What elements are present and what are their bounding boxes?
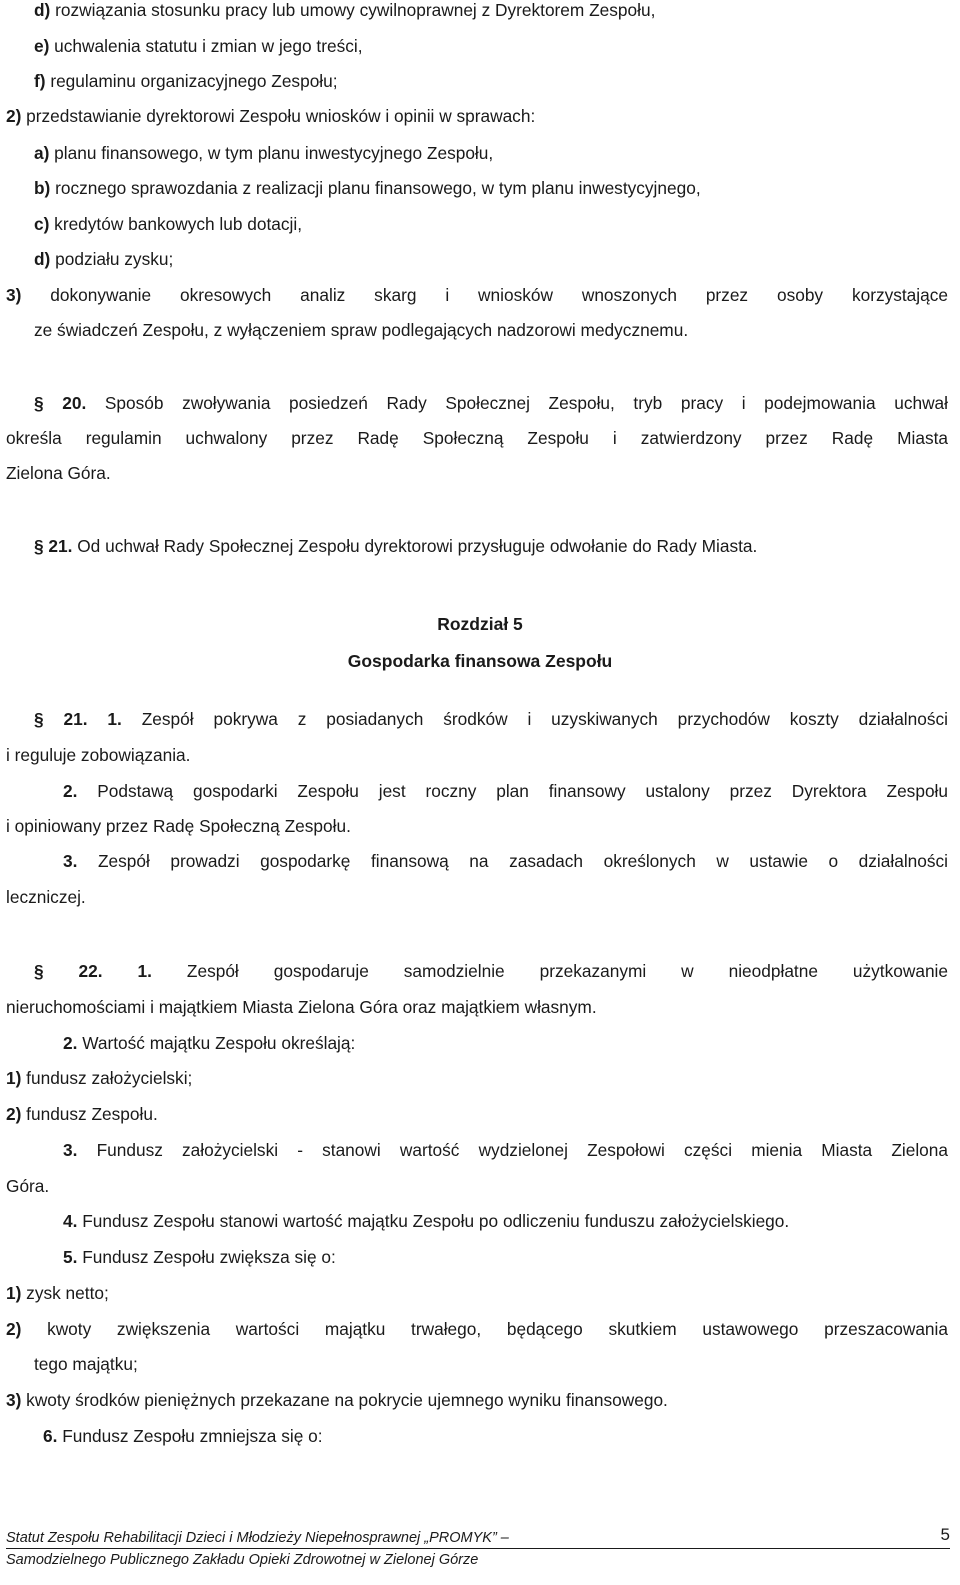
paragraph-line <box>34 536 948 556</box>
item-text: Fundusz Zespołu stanowi wartość majątku Zespołu po odliczeniu funduszu założycielskiego. <box>77 1211 790 1231</box>
item-label: 6. <box>43 1426 58 1446</box>
chapter-title: Rozdział 5 <box>437 614 523 634</box>
paragraph-line <box>34 961 948 981</box>
item-text: fundusz Zespołu. <box>21 1104 158 1124</box>
section-text: Zespół pokrywa z posiadanych środków i uzyskiwanych przychodów koszty działalności <box>121 709 948 729</box>
item-text: uchwalenia statutu i zmian w jego treści, <box>49 36 363 56</box>
list-item <box>6 1390 948 1410</box>
item-label: 3) <box>6 1390 22 1410</box>
item-label: e) <box>34 36 50 56</box>
section-text: Zespół gospodaruje samodzielnie przekazanymi w nieodpłatne użytkowanie <box>151 961 949 981</box>
item-label: 1) <box>6 1283 22 1303</box>
item-text: Fundusz Zespołu zmniejsza się o: <box>57 1426 323 1446</box>
item-text: regulaminu organizacyjnego Zespołu; <box>45 71 338 91</box>
section-number: § 21. 1. <box>34 709 122 729</box>
paragraph-line: leczniczej. <box>6 887 86 907</box>
list-item <box>34 178 948 198</box>
list-item <box>6 106 948 126</box>
paragraph-line: określa regulamin uchwalony przez Radę Społeczną Zespołu i zatwierdzony przez Radę Miasta <box>6 428 948 448</box>
paragraph-line <box>34 393 948 413</box>
section-text: Sposób zwoływania posiedzeń Rady Społecznej Zespołu, tryb pracy i podejmowania uchwał <box>86 393 948 413</box>
item-text: rocznego sprawozdania z realizacji planu finansowego, w tym planu inwestycyjnego, <box>50 178 701 198</box>
item-label: d) <box>34 0 51 20</box>
list-item <box>6 1068 948 1088</box>
item-label: b) <box>34 178 51 198</box>
paragraph-line <box>34 709 948 729</box>
item-label: 2) <box>6 106 22 126</box>
item-label: 2) <box>6 1319 22 1339</box>
section-number: § 21. <box>34 536 73 556</box>
page-number: 5 <box>940 1525 950 1544</box>
item-label: f) <box>34 71 46 91</box>
item-label: 3) <box>6 285 22 305</box>
item-text: Fundusz Zespołu zwiększa się o: <box>77 1247 336 1267</box>
item-text: Fundusz założycielski - stanowi wartość wydzielonej Zespołowi części mienia Miasta Zielona <box>77 1140 948 1160</box>
paragraph-line: i opiniowany przez Radę Społeczną Zespołu. <box>6 816 351 836</box>
item-text: kwoty środków pieniężnych przekazane na pokrycie ujemnego wyniku finansowego. <box>21 1390 668 1410</box>
list-item <box>6 1319 948 1339</box>
paragraph-line: Góra. <box>6 1176 50 1196</box>
paragraph-line: nieruchomościami i majątkiem Miasta Zielona Góra oraz majątkiem własnym. <box>6 997 597 1017</box>
paragraph-line <box>63 851 948 871</box>
list-item <box>6 1104 948 1124</box>
footer-line-1: Statut Zespołu Rehabilitacji Dzieci i Młodzieży Niepełnosprawnej „PROMYK” – <box>6 1530 509 1546</box>
item-label: 2. <box>63 781 78 801</box>
item-text: podziału zysku; <box>50 249 174 269</box>
chapter-subtitle: Gospodarka finansowa Zespołu <box>347 651 613 671</box>
paragraph-line <box>63 781 948 801</box>
item-label: 2. <box>63 1033 78 1053</box>
list-item <box>34 0 948 20</box>
list-item <box>6 1283 948 1303</box>
paragraph-line <box>43 1426 948 1446</box>
item-label: a) <box>34 143 50 163</box>
item-label: 3. <box>63 851 78 871</box>
paragraph-line <box>63 1247 948 1267</box>
footer-line-2: Samodzielnego Publicznego Zakładu Opieki Zdrowotnej w Zielonej Górze <box>6 1552 479 1568</box>
paragraph-line <box>63 1033 948 1053</box>
item-label: 1) <box>6 1068 22 1088</box>
item-text: dokonywanie okresowych analiz skarg i wniosków wnoszonych przez osoby korzystające <box>21 285 948 305</box>
item-label: c) <box>34 214 50 234</box>
paragraph-line: Zielona Góra. <box>6 463 111 483</box>
list-item <box>34 249 948 269</box>
item-text: zysk netto; <box>21 1283 109 1303</box>
list-item <box>34 71 948 91</box>
item-label: 5. <box>63 1247 78 1267</box>
item-text: Wartość majątku Zespołu określają: <box>77 1033 356 1053</box>
paragraph-line <box>63 1211 948 1231</box>
paragraph-line <box>63 1140 948 1160</box>
footer-divider <box>6 1548 950 1549</box>
item-text: fundusz założycielski; <box>21 1068 193 1088</box>
item-text: przedstawianie dyrektorowi Zespołu wniosków i opinii w sprawach: <box>21 106 536 126</box>
paragraph-line: tego majątku; <box>34 1354 138 1374</box>
item-text: Podstawą gospodarki Zespołu jest roczny plan finansowy ustalony przez Dyrektora Zespołu <box>77 781 948 801</box>
section-text: Od uchwał Rady Społecznej Zespołu dyrektorowi przysługuje odwołanie do Rady Miasta. <box>72 536 758 556</box>
item-text: Zespół prowadzi gospodarkę finansową na zasadach określonych w ustawie o działalności <box>77 851 948 871</box>
item-label: 3. <box>63 1140 78 1160</box>
section-number: § 20. <box>34 393 87 413</box>
item-text: rozwiązania stosunku pracy lub umowy cywilnoprawnej z Dyrektorem Zespołu, <box>50 0 656 20</box>
item-text: kredytów bankowych lub dotacji, <box>49 214 303 234</box>
paragraph-line: ze świadczeń Zespołu, z wyłączeniem spraw podlegających nadzorowi medycznemu. <box>34 320 689 340</box>
item-label: 2) <box>6 1104 22 1124</box>
item-label: 4. <box>63 1211 78 1231</box>
section-number: § 22. 1. <box>34 961 152 981</box>
list-item <box>34 143 948 163</box>
list-item <box>34 36 948 56</box>
item-label: d) <box>34 249 51 269</box>
list-item <box>34 214 948 234</box>
item-text: kwoty zwiększenia wartości majątku trwałego, będącego skutkiem ustawowego przeszacowania <box>21 1319 948 1339</box>
list-item <box>6 285 948 305</box>
item-text: planu finansowego, w tym planu inwestycyjnego Zespołu, <box>49 143 494 163</box>
paragraph-line: i reguluje zobowiązania. <box>6 745 191 765</box>
